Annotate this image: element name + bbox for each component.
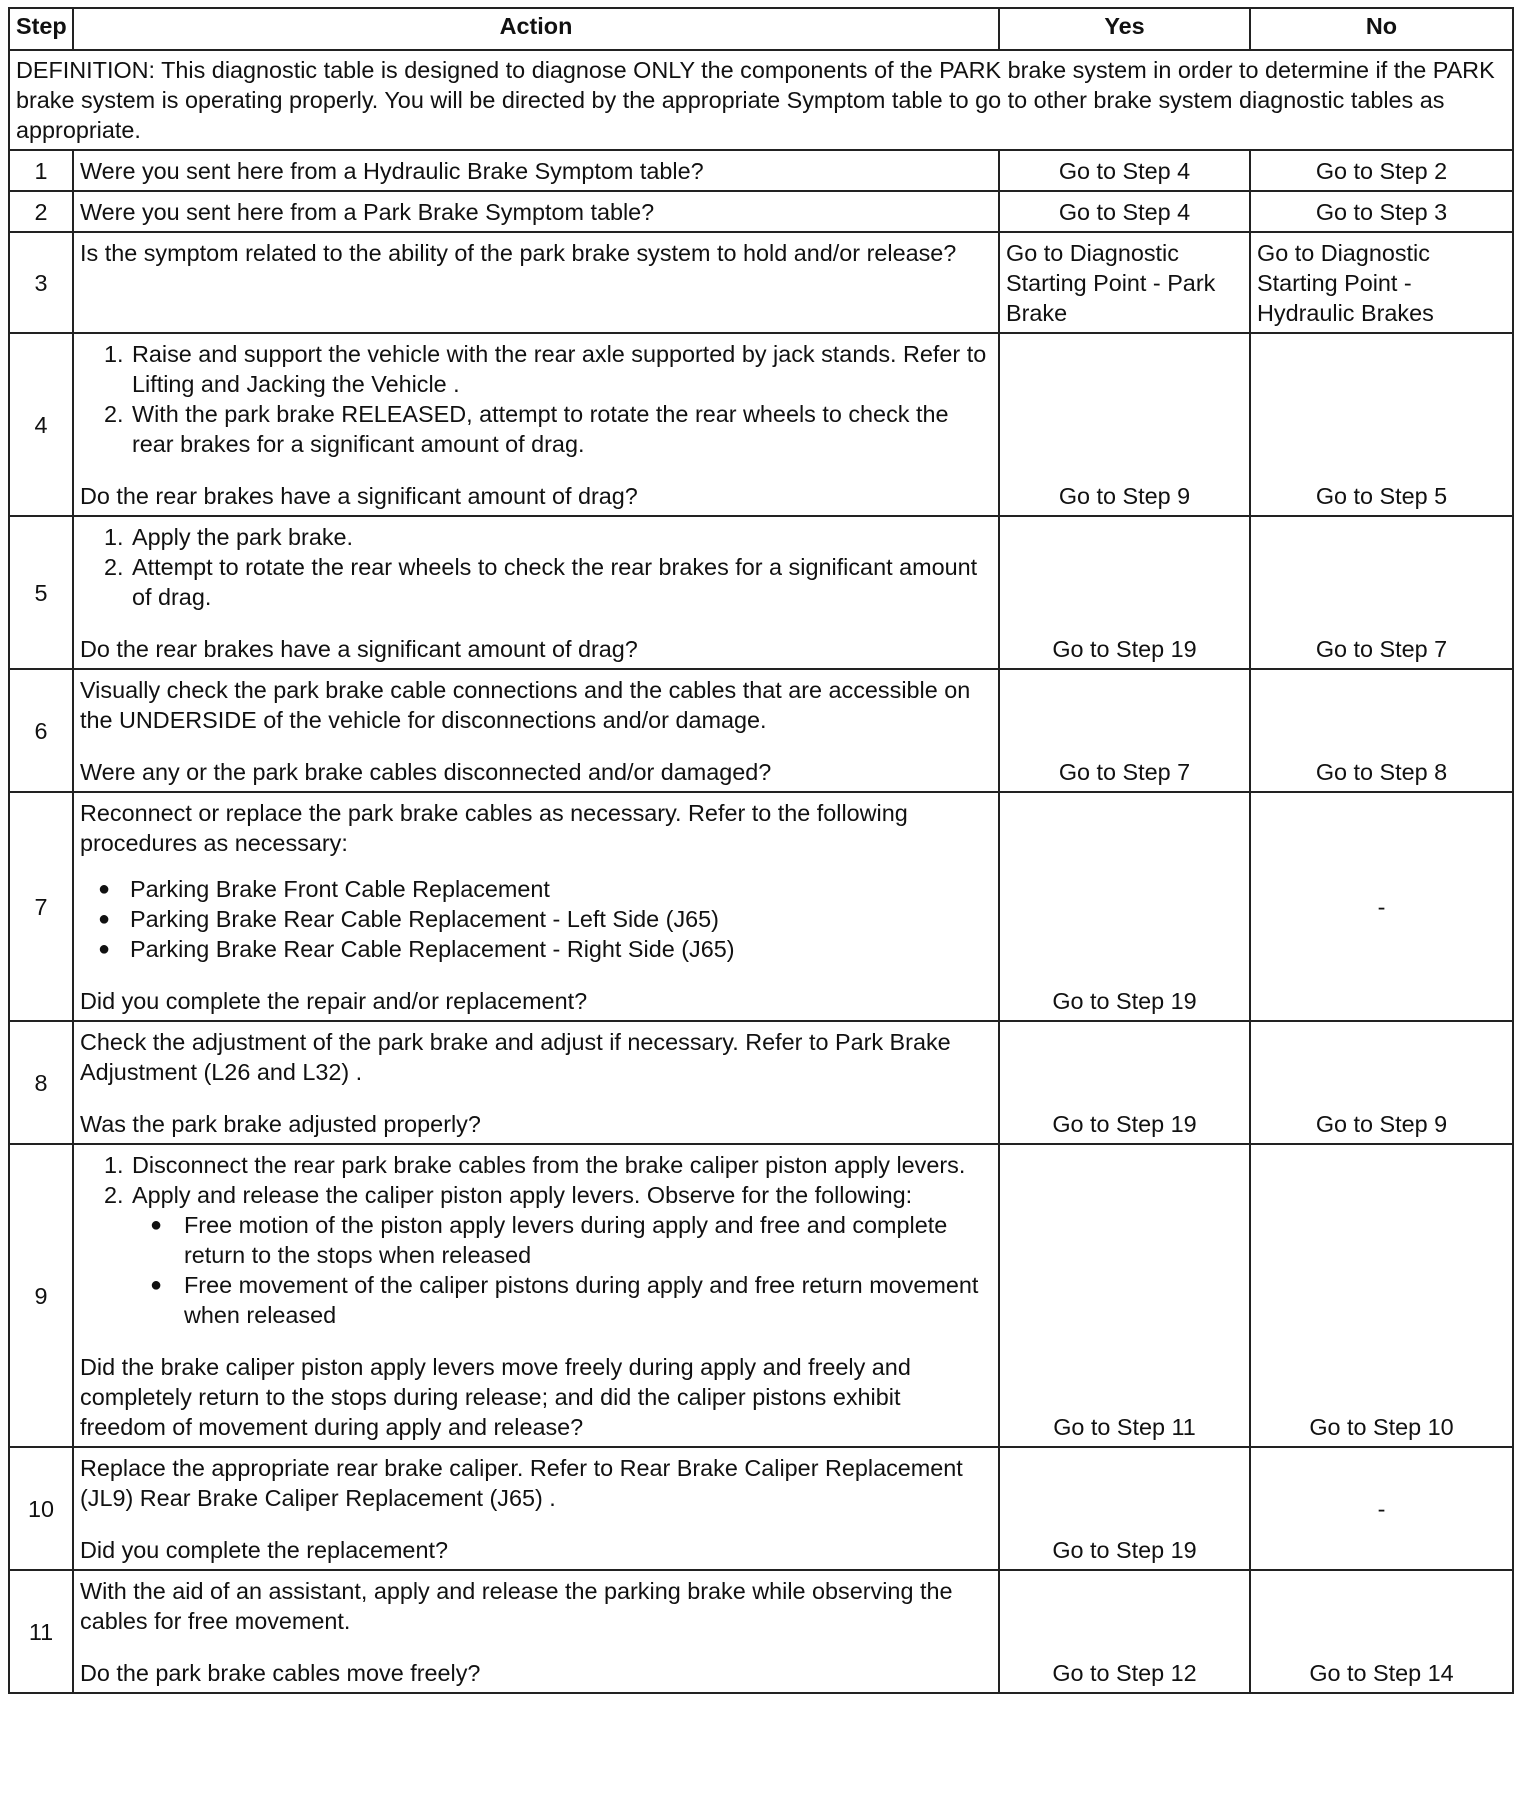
observation-bullet-list xyxy=(132,1210,992,1330)
step-question: Do the park brake cables move freely? xyxy=(80,1660,481,1686)
step-number: 8 xyxy=(9,1021,73,1144)
spacer xyxy=(80,858,992,874)
bullet-item: ● Parking Brake Rear Cable Replacement - Left Side (J65) xyxy=(130,904,992,934)
step-action xyxy=(73,516,999,669)
table-row xyxy=(9,333,1513,516)
yes-answer: Go to Step 11 xyxy=(999,1144,1250,1447)
yes-answer: Go to Step 19 xyxy=(999,516,1250,669)
step-instruction: Reconnect or replace the park brake cables as necessary. Refer to the following procedures as necessary: xyxy=(80,800,908,856)
step-question: Do the rear brakes have a significant amount of drag? xyxy=(80,636,638,662)
step-action xyxy=(73,333,999,516)
spacer xyxy=(80,964,992,986)
spacer xyxy=(80,459,992,481)
procedure-item xyxy=(130,1180,992,1330)
step-question: Were you sent here from a Park Brake Symptom table? xyxy=(73,191,999,232)
table-row xyxy=(9,1570,1513,1693)
no-answer: Go to Step 2 xyxy=(1250,150,1513,191)
table-row xyxy=(9,232,1513,333)
yes-answer: Go to Step 19 xyxy=(999,1021,1250,1144)
spacer xyxy=(80,1330,992,1352)
table-row xyxy=(9,191,1513,232)
procedure-item: 1. Disconnect the rear park brake cables from the brake caliper piston apply levers. xyxy=(130,1150,992,1180)
procedure-item: 1. Apply the park brake. xyxy=(130,522,992,552)
no-answer: Go to Diagnostic Starting Point - Hydraulic Brakes xyxy=(1250,232,1513,333)
step-procedure-list xyxy=(80,1150,992,1330)
step-number: 3 xyxy=(9,232,73,333)
no-answer: Go to Step 9 xyxy=(1250,1021,1513,1144)
table-row xyxy=(9,792,1513,1021)
step-question: Did the brake caliper piston apply levers move freely during apply and freely and completely return to the stops during release; and did the caliper pistons exhibit freedom of movement during apply and release? xyxy=(80,1354,911,1440)
bullet-item: ● Free motion of the piston apply levers during apply and free and complete return to the stops when released xyxy=(182,1210,992,1270)
step-instruction: With the aid of an assistant, apply and release the parking brake while observing the cables for free movement. xyxy=(80,1578,953,1634)
step-question: Were any or the park brake cables disconnected and/or damaged? xyxy=(80,759,772,785)
header-yes: Yes xyxy=(999,8,1250,50)
table-row xyxy=(9,1021,1513,1144)
step-action xyxy=(73,669,999,792)
step-number: 2 xyxy=(9,191,73,232)
table-row xyxy=(9,1447,1513,1570)
step-instruction: Check the adjustment of the park brake and adjust if necessary. Refer to Park Brake Adjustment (L26 and L32) . xyxy=(80,1029,951,1085)
yes-answer: Go to Step 12 xyxy=(999,1570,1250,1693)
header-action: Action xyxy=(73,8,999,50)
header-no: No xyxy=(1250,8,1513,50)
yes-answer: Go to Step 9 xyxy=(999,333,1250,516)
no-answer: Go to Step 14 xyxy=(1250,1570,1513,1693)
no-answer: Go to Step 10 xyxy=(1250,1144,1513,1447)
procedure-item: 2. With the park brake RELEASED, attempt to rotate the rear wheels to check the rear brakes for a significant amount of drag. xyxy=(130,399,992,459)
step-action xyxy=(73,792,999,1021)
yes-answer: Go to Step 4 xyxy=(999,191,1250,232)
step-question: Were you sent here from a Hydraulic Brake Symptom table? xyxy=(73,150,999,191)
procedure-item: 2. Attempt to rotate the rear wheels to check the rear brakes for a significant amount of drag. xyxy=(130,552,992,612)
definition-text: DEFINITION: This diagnostic table is designed to diagnose ONLY the components of the PARK brake system in order to determine if the PARK brake system is operating properly. You will be directed by the appropriate Symptom table to go to other brake system diagnostic tables as appropriate. xyxy=(9,50,1513,150)
step-action xyxy=(73,1570,999,1693)
yes-answer: Go to Diagnostic Starting Point - Park Brake xyxy=(999,232,1250,333)
spacer xyxy=(80,1636,992,1658)
header-row xyxy=(9,8,1513,50)
step-instruction: Visually check the park brake cable connections and the cables that are accessible on the UNDERSIDE of the vehicle for disconnections and/or damage. xyxy=(80,677,971,733)
spacer xyxy=(80,1513,992,1535)
step-question: Do the rear brakes have a significant amount of drag? xyxy=(80,483,638,509)
step-number: 1 xyxy=(9,150,73,191)
procedure-item-text: Apply and release the caliper piston apply levers. Observe for the following: xyxy=(132,1182,913,1208)
definition-row xyxy=(9,50,1513,150)
diagnostic-table xyxy=(8,7,1514,1694)
spacer xyxy=(80,735,992,757)
step-number: 4 xyxy=(9,333,73,516)
bullet-item: ● Parking Brake Rear Cable Replacement - Right Side (J65) xyxy=(130,934,992,964)
step-question: Is the symptom related to the ability of the park brake system to hold and/or release? xyxy=(73,232,999,333)
no-answer: - xyxy=(1250,792,1513,1021)
step-question: Did you complete the repair and/or replacement? xyxy=(80,988,588,1014)
step-instruction: Replace the appropriate rear brake caliper. Refer to Rear Brake Caliper Replacement (JL9) Rear Brake Caliper Replacement (J65) . xyxy=(80,1455,963,1511)
step-number: 10 xyxy=(9,1447,73,1570)
no-answer: Go to Step 8 xyxy=(1250,669,1513,792)
step-question: Was the park brake adjusted properly? xyxy=(80,1111,481,1137)
step-action xyxy=(73,1144,999,1447)
step-question: Did you complete the replacement? xyxy=(80,1537,448,1563)
yes-answer: Go to Step 19 xyxy=(999,792,1250,1021)
procedure-bullet-list xyxy=(80,874,992,964)
bullet-item: ● Free movement of the caliper pistons during apply and free return movement when released xyxy=(182,1270,992,1330)
bullet-item: ● Parking Brake Front Cable Replacement xyxy=(130,874,992,904)
spacer xyxy=(80,612,992,634)
step-number: 9 xyxy=(9,1144,73,1447)
step-procedure-list xyxy=(80,339,992,459)
table-row xyxy=(9,1144,1513,1447)
no-answer: Go to Step 5 xyxy=(1250,333,1513,516)
diagnostic-document xyxy=(8,7,1512,1694)
step-number: 6 xyxy=(9,669,73,792)
table-row xyxy=(9,516,1513,669)
yes-answer: Go to Step 4 xyxy=(999,150,1250,191)
no-answer: Go to Step 7 xyxy=(1250,516,1513,669)
no-answer: - xyxy=(1250,1447,1513,1570)
procedure-item: 1. Raise and support the vehicle with the rear axle supported by jack stands. Refer to Lifting and Jacking the Vehicle . xyxy=(130,339,992,399)
step-procedure-list xyxy=(80,522,992,612)
step-action xyxy=(73,1021,999,1144)
step-action xyxy=(73,1447,999,1570)
step-number: 7 xyxy=(9,792,73,1021)
step-number: 11 xyxy=(9,1570,73,1693)
table-row xyxy=(9,669,1513,792)
header-step: Step xyxy=(9,8,73,50)
yes-answer: Go to Step 7 xyxy=(999,669,1250,792)
yes-answer: Go to Step 19 xyxy=(999,1447,1250,1570)
table-row xyxy=(9,150,1513,191)
no-answer: Go to Step 3 xyxy=(1250,191,1513,232)
step-number: 5 xyxy=(9,516,73,669)
spacer xyxy=(80,1087,992,1109)
